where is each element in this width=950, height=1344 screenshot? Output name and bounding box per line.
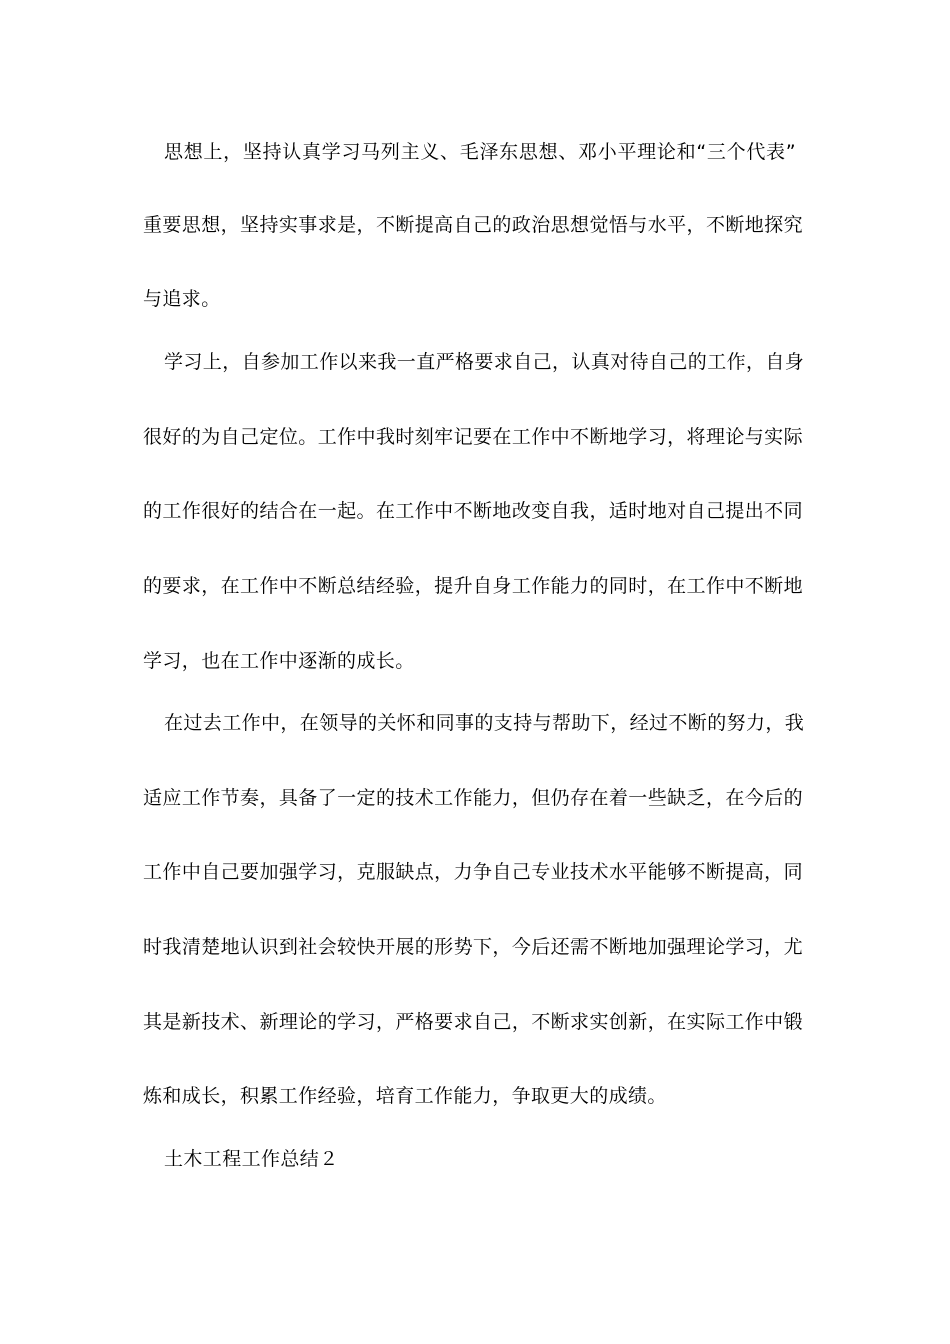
paragraph-1-line-2: 重要思想，坚持实事求是，不断提高自己的政治思想觉悟与水平，不断地探究: [143, 214, 803, 236]
paragraph-3-line-5: 其是新技术、新理论的学习，严格要求自己，不断求实创新，在实际工作中锻: [143, 1011, 803, 1033]
paragraph-2-line-2: 很好的为自己定位。工作中我时刻牢记要在工作中不断地学习，将理论与实际: [143, 426, 803, 448]
paragraph-3-line-1: 在过去工作中，在领导的关怀和同事的支持与帮助下，经过不断的努力，我: [164, 712, 805, 734]
paragraph-2-line-5: 学习，也在工作中逐渐的成长。: [143, 650, 415, 672]
paragraph-3-line-3: 工作中自己要加强学习，克服缺点，力争自己专业技术水平能够不断提高，同: [143, 861, 803, 883]
paragraph-3-line-2: 适应工作节奏，具备了一定的技术工作能力，但仍存在着一些缺乏，在今后的: [143, 787, 803, 809]
paragraph-2-line-3: 的工作很好的结合在一起。在工作中不断地改变自我，适时地对自己提出不同: [143, 500, 803, 522]
paragraph-3-line-4: 时我清楚地认识到社会较快开展的形势下，今后还需不断地加强理论学习，尤: [143, 936, 803, 958]
paragraph-2-line-4: 的要求，在工作中不断总结经验，提升自身工作能力的同时，在工作中不断地: [143, 575, 803, 597]
section-heading: 土木工程工作总结２: [164, 1148, 339, 1170]
paragraph-3-line-6: 炼和成长，积累工作经验，培育工作能力，争取更大的成绩。: [143, 1085, 667, 1107]
paragraph-1-line-3: 与追求。: [143, 288, 221, 310]
paragraph-2-line-1: 学习上，自参加工作以来我一直严格要求自己，认真对待自己的工作，自身: [164, 351, 805, 373]
paragraph-1-line-1: 思想上，坚持认真学习马列主义、毛泽东思想、邓小平理论和“三个代表”: [164, 141, 796, 163]
